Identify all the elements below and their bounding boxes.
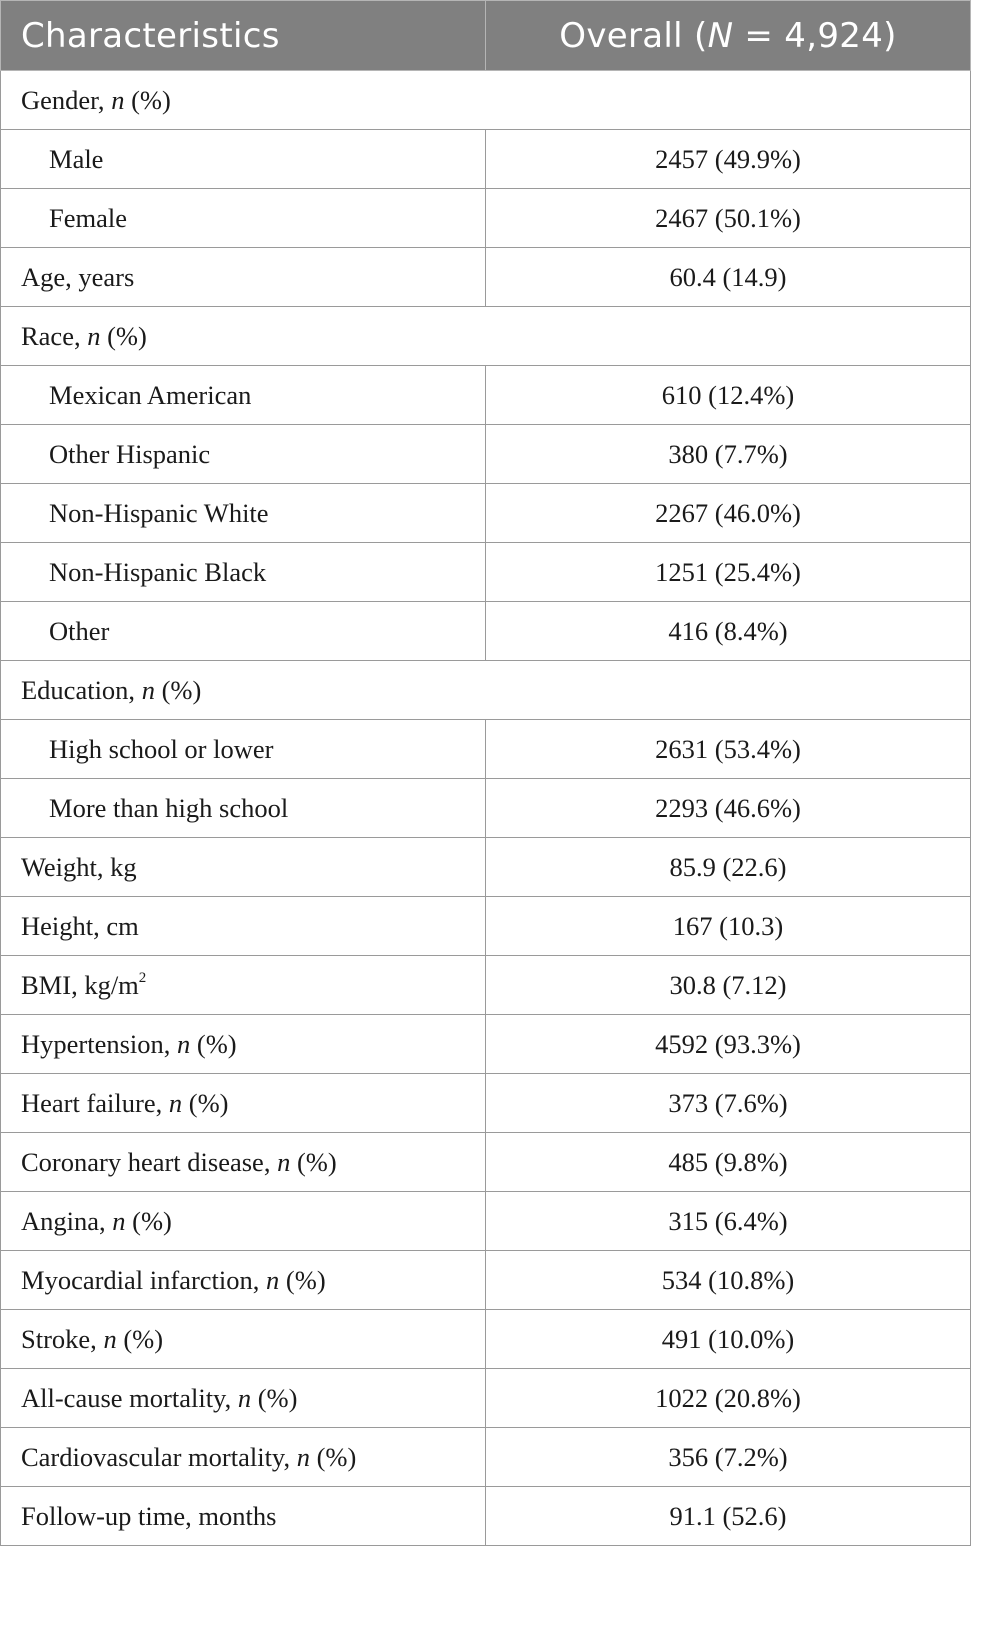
table-row-female bbox=[1, 189, 971, 248]
row-label: Gender, n (%) bbox=[1, 71, 486, 130]
row-value: 491 (10.0%) bbox=[486, 1310, 971, 1369]
table-row-hypertension bbox=[1, 1015, 971, 1074]
table-row-other-hispanic bbox=[1, 425, 971, 484]
row-label: Education, n (%) bbox=[1, 661, 486, 720]
row-label: Angina, n (%) bbox=[1, 1192, 486, 1251]
row-label: All-cause mortality, n (%) bbox=[1, 1369, 486, 1428]
row-value: 2457 (49.9%) bbox=[486, 130, 971, 189]
table-row-mexican-american bbox=[1, 366, 971, 425]
header-overall: Overall (N = 4,924) bbox=[486, 1, 971, 71]
row-value: 373 (7.6%) bbox=[486, 1074, 971, 1133]
row-value: 167 (10.3) bbox=[486, 897, 971, 956]
row-label: Male bbox=[1, 130, 486, 189]
row-label: Other bbox=[1, 602, 486, 661]
header-row bbox=[1, 1, 971, 71]
row-value: 85.9 (22.6) bbox=[486, 838, 971, 897]
row-label: Race, n (%) bbox=[1, 307, 486, 366]
table-row-age bbox=[1, 248, 971, 307]
table-row-mi bbox=[1, 1251, 971, 1310]
table-row-all-cause-mortality bbox=[1, 1369, 971, 1428]
row-value bbox=[486, 307, 971, 366]
row-label: Cardiovascular mortality, n (%) bbox=[1, 1428, 486, 1487]
row-value: 2267 (46.0%) bbox=[486, 484, 971, 543]
row-label: Weight, kg bbox=[1, 838, 486, 897]
table-row-angina bbox=[1, 1192, 971, 1251]
row-value: 91.1 (52.6) bbox=[486, 1487, 971, 1546]
table-row-height bbox=[1, 897, 971, 956]
row-value bbox=[486, 71, 971, 130]
table-row-heart-failure bbox=[1, 1074, 971, 1133]
row-label: Heart failure, n (%) bbox=[1, 1074, 486, 1133]
row-value: 356 (7.2%) bbox=[486, 1428, 971, 1487]
row-label: Myocardial infarction, n (%) bbox=[1, 1251, 486, 1310]
row-value: 4592 (93.3%) bbox=[486, 1015, 971, 1074]
table-row-bmi bbox=[1, 956, 971, 1015]
table-row-weight bbox=[1, 838, 971, 897]
row-value: 315 (6.4%) bbox=[486, 1192, 971, 1251]
table-row-education bbox=[1, 661, 971, 720]
row-label: Age, years bbox=[1, 248, 486, 307]
table-row-other-race bbox=[1, 602, 971, 661]
row-label: More than high school bbox=[1, 779, 486, 838]
table-row-stroke bbox=[1, 1310, 971, 1369]
row-value: 2631 (53.4%) bbox=[486, 720, 971, 779]
table-row-nh-white bbox=[1, 484, 971, 543]
row-label: Female bbox=[1, 189, 486, 248]
table-row-hs-or-lower bbox=[1, 720, 971, 779]
row-value: 30.8 (7.12) bbox=[486, 956, 971, 1015]
row-value: 60.4 (14.9) bbox=[486, 248, 971, 307]
row-value: 534 (10.8%) bbox=[486, 1251, 971, 1310]
table-row-nh-black bbox=[1, 543, 971, 602]
row-value bbox=[486, 661, 971, 720]
row-value: 485 (9.8%) bbox=[486, 1133, 971, 1192]
row-value: 2293 (46.6%) bbox=[486, 779, 971, 838]
table-row-follow-up bbox=[1, 1487, 971, 1546]
row-value: 2467 (50.1%) bbox=[486, 189, 971, 248]
table-row-race bbox=[1, 307, 971, 366]
row-label: High school or lower bbox=[1, 720, 486, 779]
row-label: Mexican American bbox=[1, 366, 486, 425]
row-label: Other Hispanic bbox=[1, 425, 486, 484]
row-label: Follow-up time, months bbox=[1, 1487, 486, 1546]
table-row-more-than-hs bbox=[1, 779, 971, 838]
table-row-male bbox=[1, 130, 971, 189]
table-row-gender bbox=[1, 71, 971, 130]
table-row-chd bbox=[1, 1133, 971, 1192]
row-value: 380 (7.7%) bbox=[486, 425, 971, 484]
row-label: Non-Hispanic Black bbox=[1, 543, 486, 602]
row-value: 610 (12.4%) bbox=[486, 366, 971, 425]
row-label: BMI, $kg/m^2$ bbox=[1, 956, 486, 1015]
row-label: Height, cm bbox=[1, 897, 486, 956]
header-characteristics: Characteristics bbox=[1, 1, 486, 71]
row-label: Stroke, n (%) bbox=[1, 1310, 486, 1369]
row-label: Hypertension, n (%) bbox=[1, 1015, 486, 1074]
row-value: 416 (8.4%) bbox=[486, 602, 971, 661]
row-value: 1022 (20.8%) bbox=[486, 1369, 971, 1428]
table-row-cv-mortality bbox=[1, 1428, 971, 1487]
row-label: Non-Hispanic White bbox=[1, 484, 486, 543]
row-label: Coronary heart disease, n (%) bbox=[1, 1133, 486, 1192]
row-value: 1251 (25.4%) bbox=[486, 543, 971, 602]
